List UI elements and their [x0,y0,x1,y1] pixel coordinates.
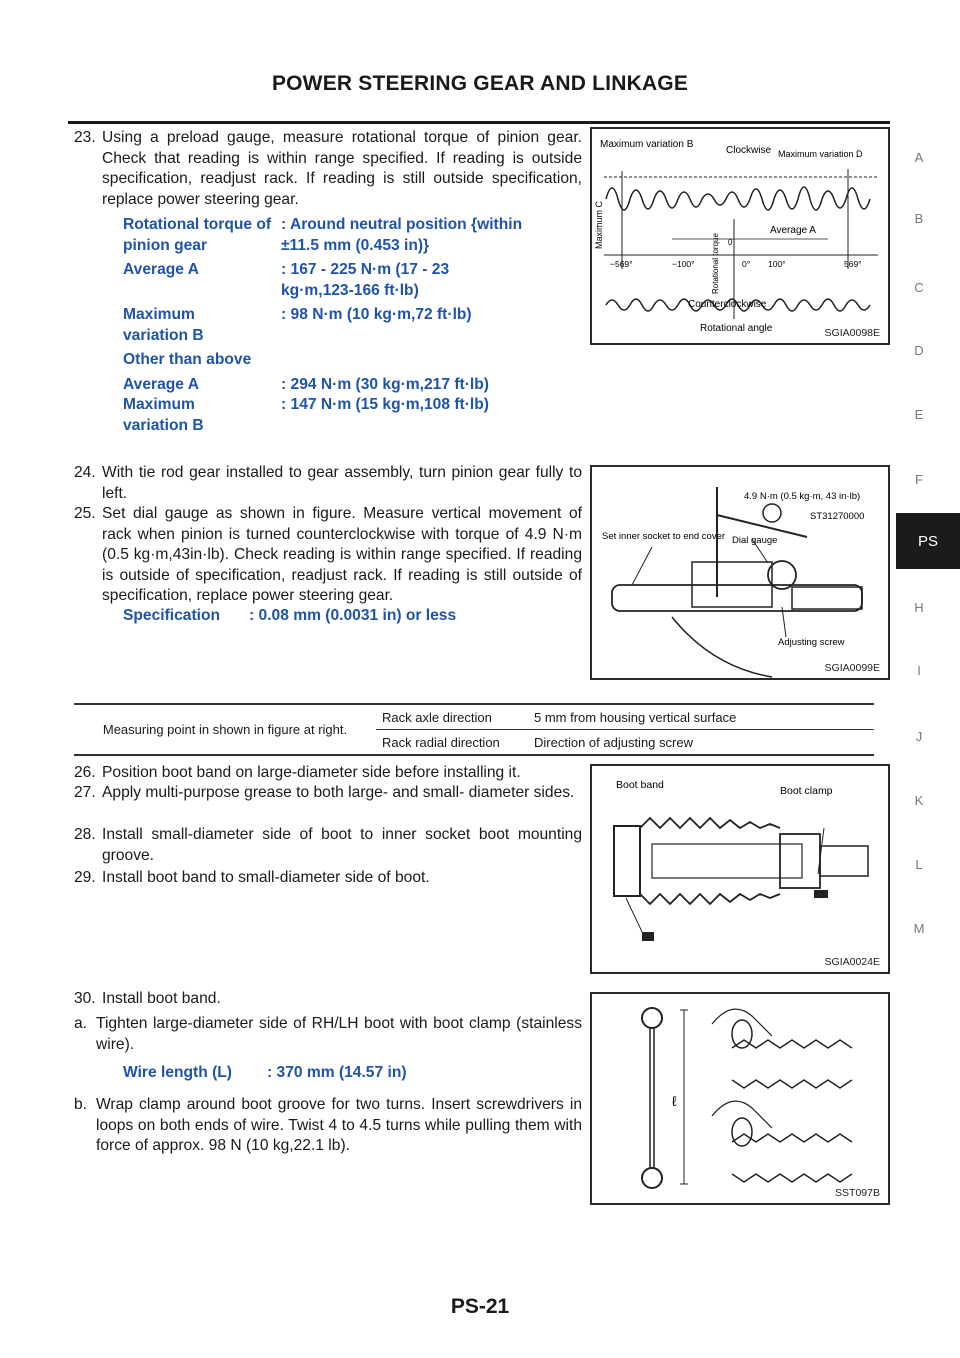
index-letter-b[interactable]: B [914,211,924,226]
spec-label: Rotational torque of pinion gear [123,216,272,254]
index-letter-f[interactable]: F [915,472,923,487]
step-28 [74,825,582,866]
fig1-label-avg-a: Average A [770,225,816,236]
fig1-label-rot-torque: Rotational torque [711,233,720,294]
figure-boot-band [590,764,890,974]
fig2-label-tool: ST31270000 [810,511,865,522]
index-letter-e[interactable]: E [914,407,924,422]
dial-spec [123,606,573,628]
fig2-label-dial: Dial gauge [732,535,778,546]
fig1-label-counterclockwise: Counterclockwise [688,299,767,310]
table-cell-direction: Rack axle direction [376,704,528,730]
figure-caption: SGIA0099E [824,662,880,674]
step-text: Position boot band on large-diameter side before installing it. [102,764,521,781]
step-number: 23. [74,129,96,146]
step-text: Set dial gauge as shown in figure. Measure vertical movement of rack when pinion is turned counterclockwise with torque of 4.9 N·m (0.5 kg·m,43in·lb). Check reading is within range specified. If reading is outside of specification, readjust rack. If reading is still outside of specification, replace power steering gear. [102,505,582,604]
index-tab-ps[interactable]: PS [896,513,960,569]
page-number: PS-21 [450,1295,510,1318]
fig1-label-max-b: Maximum variation B [600,139,694,150]
fig2-label-torque: 4.9 N·m (0.5 kg·m, 43 in·lb) [744,491,861,502]
step-number: 30. [74,990,96,1007]
step-text: Install boot band to small-diameter side of boot. [102,869,430,886]
step-23 [74,128,582,210]
step-number: 27. [74,784,96,801]
step-number: 26. [74,764,96,781]
spec-value: : 167 - 225 N·m (17 - 23 kg·m,123-166 ft·lb) [281,261,450,299]
step-number: 28. [74,826,96,843]
spec-label: Wire length (L) [123,1064,233,1081]
step-number: b. [74,1096,88,1113]
step-number: 24. [74,464,96,481]
torque-spec-block [123,215,573,440]
spec-label: Average A [123,376,199,393]
torque-graph-illustration [592,129,888,343]
step-text: Wrap clamp around boot groove for two turns. Insert screwdrivers in loops on both ends of wire. Twist 4 to 4.5 turns while pulling them with force of approx. 98 N (10 kg,22.1 lb). [96,1096,582,1154]
fig1-label-zero: 0 [728,238,733,247]
step-text: Install small-diameter side of boot to inner socket boot mounting groove. [102,826,582,864]
step-b [74,1095,582,1157]
figure-wire-clamp [590,992,890,1205]
step-text: Tighten large-diameter side of RH/LH boot with boot clamp (stainless wire). [96,1015,582,1053]
figure-caption: SGIA0024E [824,956,880,968]
table-cell-point: Direction of adjusting screw [528,730,874,756]
figure-torque-graph [590,127,890,345]
step-29 [74,868,582,889]
fig1-tick-100: 100° [768,259,786,269]
step-26 [74,763,582,784]
spec-value: : 98 N·m (10 kg·m,72 ft·lb) [281,306,472,323]
index-letter-i[interactable]: I [917,663,921,678]
spec-value: : 294 N·m (30 kg·m,217 ft·lb) [281,376,489,393]
index-letter-k[interactable]: K [914,793,924,808]
fig1-label-max-d: Maximum variation D [778,149,863,159]
step-text: Apply multi-purpose grease to both large- and small- diameter sides. [102,784,575,801]
table-cell-point: 5 mm from housing vertical surface [528,704,874,730]
fig1-tick-569: 569° [844,259,862,269]
fig1-tick-0: 0° [742,259,751,269]
figure-caption: SGIA0098E [824,327,880,339]
wire-spec [123,1063,573,1085]
step-24 [74,463,582,504]
spec-value: : 147 N·m (15 kg·m,108 ft·lb) [281,396,489,413]
spec-label: Specification [123,607,221,624]
boot-band-illustration [592,766,888,972]
step-text: With tie rod gear installed to gear assembly, turn pinion gear fully to left. [102,464,582,502]
figure-dial-gauge [590,465,890,680]
measuring-point-table [74,703,874,759]
fig2-label-socket: Set inner socket to end cover [602,531,726,542]
fig1-tick-569n: −569° [610,259,633,269]
fig3-label-band: Boot band [616,779,664,791]
table-row [74,704,874,730]
step-27 [74,783,582,804]
table-cell-label: Measuring point in shown in figure at right. [74,704,376,755]
step-text: Install boot band. [102,990,221,1007]
spec-value: : 0.08 mm (0.0031 in) or less [249,607,457,624]
index-letter-j[interactable]: J [915,729,923,744]
dial-gauge-illustration [592,467,888,678]
fig2-label-screw: Adjusting screw [778,637,845,648]
spec-value: : Around neutral position {within ±11.5 mm (0.453 in)} [281,216,523,254]
index-letter-c[interactable]: C [914,280,924,295]
index-letter-l[interactable]: L [915,857,923,872]
index-letter-h[interactable]: H [914,600,924,615]
step-text: Using a preload gauge, measure rotational torque of pinion gear. Check that reading is within range specified. If reading is outside specification, readjust rack. If reading is still outside specification, replace power steering gear. [102,129,582,208]
spec-label: Other than above [123,351,252,368]
index-letter-d[interactable]: D [914,343,924,358]
step-a [74,1014,582,1055]
figure-caption: SST097B [835,1187,880,1199]
fig1-label-clockwise: Clockwise [726,145,772,156]
fig1-label-max-c: Maximum C [594,200,604,249]
fig3-label-clamp: Boot clamp [780,785,833,797]
wire-clamp-illustration [592,994,888,1203]
step-number: a. [74,1015,88,1032]
fig1-tick-100n: −100° [672,259,695,269]
step-25 [74,504,582,607]
fig4-label-l: ℓ [672,1093,677,1109]
spec-label: Maximum variation B [123,396,204,434]
spec-value: : 370 mm (14.57 in) [267,1064,407,1081]
step-number: 25. [74,505,96,522]
table-cell-direction: Rack radial direction [376,730,528,756]
step-30 [74,989,582,1010]
page-title: POWER STEERING GEAR AND LINKAGE [271,72,689,95]
fig1-label-rot-angle: Rotational angle [700,323,773,334]
spec-label: Maximum variation B [123,306,204,344]
index-letter-m[interactable]: M [913,921,925,936]
step-number: 29. [74,869,96,886]
spec-label: Average A [123,261,199,278]
index-letter-a[interactable]: A [914,150,924,165]
title-divider [68,121,890,124]
